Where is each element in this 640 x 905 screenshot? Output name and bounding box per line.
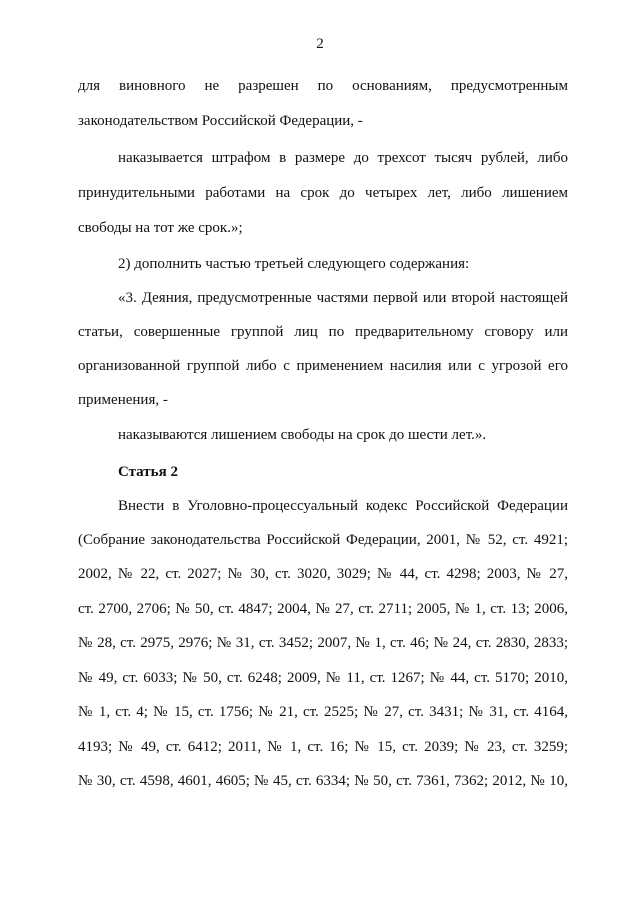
text-line: 4193; № 49, ст. 6412; 2011, № 1, ст. 16; № 15, ст. 2039; № 23, ст. 3259; (78, 739, 568, 755)
article-heading: Статья 2 (118, 464, 178, 480)
text-line: статьи, совершенные группой лиц по предварительному сговору или (78, 324, 568, 340)
text-line: законодательством Российской Федерации, - (78, 113, 363, 129)
text-line: № 49, ст. 6033; № 50, ст. 6248; 2009, № 11, ст. 1267; № 44, ст. 5170; 2010, (78, 670, 568, 686)
text-line: организованной группой либо с применением насилия или с угрозой его (78, 358, 568, 374)
text-line: применения, - (78, 392, 168, 408)
text-line: Внести в Уголовно-процессуальный кодекс Российской Федерации (118, 498, 568, 514)
text-line: ст. 2700, 2706; № 50, ст. 4847; 2004, № 27, ст. 2711; 2005, № 1, ст. 13; 2006, (78, 601, 568, 617)
page-number: 2 (316, 36, 324, 52)
text-line: наказывается штрафом в размере до трехсот тысяч рублей, либо (118, 150, 568, 166)
text-line: № 28, ст. 2975, 2976; № 31, ст. 3452; 2007, № 1, ст. 46; № 24, ст. 2830, 2833; (78, 635, 568, 651)
text-line: принудительными работами на срок до четырех лет, либо лишением (78, 185, 568, 201)
text-line: свободы на тот же срок.»; (78, 220, 243, 236)
text-line: наказываются лишением свободы на срок до шести лет.». (118, 427, 487, 443)
text-line: 2002, № 22, ст. 2027; № 30, ст. 3020, 3029; № 44, ст. 4298; 2003, № 27, (78, 566, 568, 582)
text-line: № 30, ст. 4598, 4601, 4605; № 45, ст. 6334; № 50, ст. 7361, 7362; 2012, № 10, (78, 773, 568, 789)
text-line: для виновного не разрешен по основаниям, предусмотренным (78, 78, 568, 94)
text-line: № 1, ст. 4; № 15, ст. 1756; № 21, ст. 2525; № 27, ст. 3431; № 31, ст. 4164, (78, 704, 568, 720)
text-line: «3. Деяния, предусмотренные частями первой или второй настоящей (118, 290, 568, 306)
text-line: (Собрание законодательства Российской Федерации, 2001, № 52, ст. 4921; (78, 532, 568, 548)
text-line: 2) дополнить частью третьей следующего содержания: (118, 256, 470, 272)
